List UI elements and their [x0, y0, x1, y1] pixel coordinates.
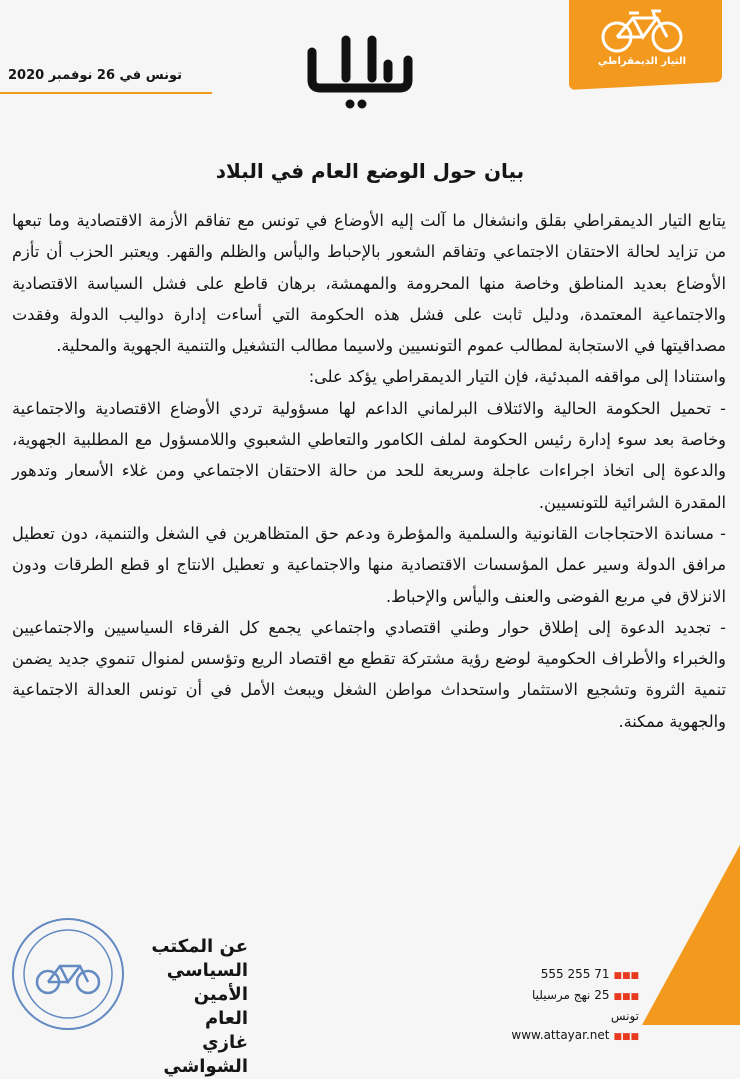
document-date: تونس في 26 نوفمبر 2020 [8, 68, 183, 83]
decorative-corner-triangle [642, 845, 740, 1025]
logo-text: التيار الديمقراطي [597, 56, 687, 67]
paragraph: - مساندة الاحتجاجات القانونية والسلمية والمؤطرة ودعم حق المتظاهرين في الشغل والتنمية، دون تعطيل مرافق الدولة وسير عمل المؤسسات الاقتصادية منها والاجتماعية و تعطيل الانتاج او قطع الطرقات ودون الانزلاق في مربع الفوضى والعنف واليأس والإحباط. [12, 523, 726, 606]
paragraph: - تحميل الحكومة الحالية والائتلاف البرلماني الداعم لها مسؤولية تردي الأوضاع الاقتصادية والاجتماعية وخاصة بعد سوء إدارة رئيس الحكومة لملف الكامور والتعاطي الشعبوي واللامسؤول مع المطلبية الجهوية، والدعوة إلى اتخاذ اجراءات عاجلة وسريعة للحد من حالة الاحتقان الاجتماعي ومن غلاء الأسعار وتدهور المقدرة الشرائية للتونسيين. [12, 398, 726, 512]
contact-info [503, 965, 639, 1047]
paragraph: يتابع التيار الديمقراطي بقلق وانشغال ما آلت إليه الأوضاع في تونس مع تفاقم الأزمة الاقتصادية وما تبعها من تزايد لحالة الاحتقان الاجتماعي وتفاقم الشعور بالإحباط واليأس والظلم والقهر. ويعتبر الحزب أن تأزم الأوضاع بعديد المناطق وخاصة منها المحرومة والمهمشة، برهان قاطع على فشل السياسة الاقتصادية والاجتماعية المعتمدة، ودليل ثابت على فشل هذه الحكومة التي أساءت إدارة دواليب الدولة وفقدت مصداقيتها في الاستجابة لمطالب عموم التونسيين ولاسيما مطالب التشغيل والتنمية الجهوية والمحلية. [12, 211, 726, 356]
bullet-icon: ■■■ [613, 992, 639, 1002]
contact-website-row [503, 1026, 639, 1047]
date-bar [0, 64, 212, 94]
contact-phone: 71 255 555 [540, 967, 610, 981]
party-stamp [12, 918, 124, 1030]
contact-phone-row [503, 965, 639, 986]
bullet-icon: ■■■ [613, 1032, 639, 1042]
document-body [12, 205, 726, 737]
signature-title: الأمين العام [193, 984, 248, 1029]
signature-block [148, 935, 248, 1079]
heading-word-bayan [300, 30, 420, 110]
paragraph: واستنادا إلى مواقفه المبدئية، فإن التيار الديمقراطي يؤكد على: [308, 367, 726, 387]
party-logo [583, 8, 701, 86]
contact-address: 25 نهج مرسيليا تونس [531, 988, 639, 1023]
signature-office: عن المكتب السياسي [151, 936, 248, 981]
signature-name: غازي الشواشي [163, 1032, 248, 1077]
document-title: بيان حول الوضع العام في البلاد [215, 159, 525, 183]
stamp-bicycle-icon [14, 920, 122, 1028]
contact-address-row [503, 986, 639, 1026]
paragraph: - تجديد الدعوة إلى إطلاق حوار وطني اقتصادي واجتماعي يجمع كل الفرقاء السياسيين والاجتماعيين والخبراء والأطراف الحكومية لوضع رؤية مشتركة تقطع مع اقتصاد الريع وتؤسس لمنوال تنموي جديد يضمن تنمية الثروة وتشجيع الاستثمار واستحداث مواطن الشغل ويبعث الأمل في أن تونس العدالة الاجتماعية والجهوية ممكنة. [12, 617, 726, 731]
contact-website[interactable]: www.attayar.net [511, 1028, 610, 1042]
bullet-icon: ■■■ [613, 971, 639, 981]
bicycle-icon [599, 8, 685, 54]
